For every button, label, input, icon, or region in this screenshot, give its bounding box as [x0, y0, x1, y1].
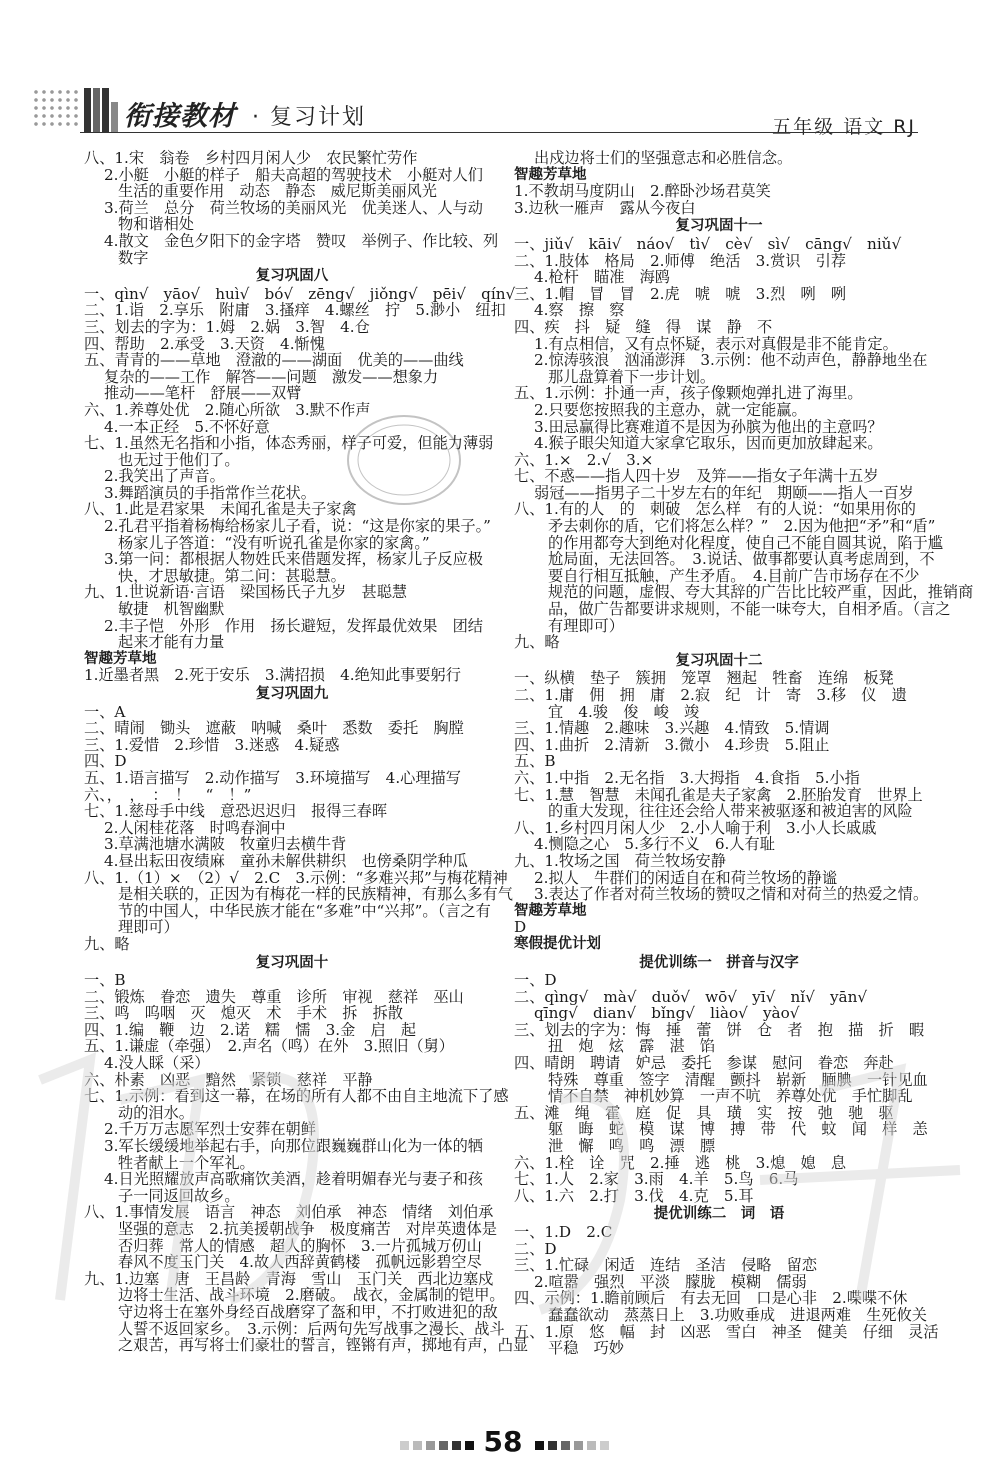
answer-line: 三、1.忙碌 闲适 连结 圣洁 侵略 留恋	[514, 1256, 818, 1275]
answer-line: 4.日光照耀放声高歌痛饮美酒，趁着明媚春光与妻子和孩	[104, 1170, 483, 1189]
answer-line: 有理即可）	[548, 616, 624, 635]
answer-line: 数字	[118, 248, 149, 267]
answer-line: 三、1.情趣 2.趣味 3.兴趣 4.情致 5.情调	[514, 719, 830, 738]
answer-line: 边将士生活、战斗环境 2.磨破。 战衣，金属制的铠甲。	[118, 1286, 505, 1305]
footer-square-icon	[587, 1441, 596, 1450]
footer-square-icon	[535, 1441, 544, 1450]
answer-line: 二、晴闹 锄头 遮蔽 呐喊 桑叶 悉数 委托 胸膛	[84, 719, 464, 738]
answer-line: 七、1.示例：看到这一幕，在场的所有人都不由自主地流下了感	[84, 1087, 509, 1106]
grade-subject-label: 五年级 语文 RJ	[772, 116, 916, 138]
answer-line: 动的泪水。	[118, 1103, 194, 1122]
answer-line: 特殊 尊重 签字 清醒 颤抖 崭新 腼腆 一针见血	[548, 1070, 928, 1089]
answer-line: 起来才能有力量	[118, 633, 225, 652]
brand-logo-icon	[84, 86, 118, 132]
answer-line: 4.没人睬（采）	[104, 1054, 210, 1073]
answer-line: 五、滩 绳 霍 庭 促 具 璜 实 按 弛 驰 驱	[514, 1103, 894, 1122]
answer-line: 四、D	[84, 752, 127, 771]
answer-line: 4.昼出耘田夜绩麻 童孙未解供耕织 也傍桑阴学种瓜	[104, 851, 468, 870]
answer-line: 复杂的——工作 解答——问题 激发——想象力	[104, 367, 439, 386]
answer-line: 2.人闲桂花落 时鸣春涧中	[104, 818, 286, 837]
answer-line: 生活的重要作用 动态 静态 威尼斯美丽风光	[118, 182, 437, 201]
answer-line: 1.有点相信，又有点怀疑，表示对真假是非不能肯定。	[534, 334, 898, 353]
answer-line: 二、1.肢体 格局 2.师傅 绝活 3.赏识 引荐	[514, 251, 847, 270]
footer-square-icon	[413, 1441, 422, 1450]
answer-line: 的重大发现，往往还会给人带来被驱逐和被迫害的风险	[548, 802, 913, 821]
answer-line: 九、1.世说新语·言语 梁国杨氏子九岁 甚聪慧	[84, 583, 408, 602]
answer-line: qīng√ dian√ bǐng√ liào√ yào√	[534, 1004, 800, 1023]
answer-line: 3.草满池塘水满陂 牧童归去横牛背	[104, 835, 347, 854]
footer-square-icon	[426, 1441, 435, 1450]
answer-line: 推动——笔杆 舒展——双臂	[104, 384, 302, 403]
answer-line: 七、不惑——指人四十岁 及笄——指女子年满十五岁	[514, 467, 879, 486]
footer-square-icon	[452, 1441, 461, 1450]
answer-line: 五、1.谦虚（牵强） 2.声名（鸣）在外 3.照旧（舅）	[84, 1037, 454, 1056]
answer-line: 敏捷 机智幽默	[118, 600, 225, 619]
brand-subtitle: · 复习计划	[252, 105, 366, 130]
answer-line: 一、B	[84, 971, 126, 990]
footer-square-icon	[548, 1441, 557, 1450]
answer-line: 二、qìng√ mà√ duǒ√ wō√ yī√ nǐ√ yān√	[514, 987, 868, 1006]
answer-line: 4.察 擦 察	[534, 301, 625, 320]
answer-line: 3.舞蹈演员的手指常作兰花状。	[104, 483, 316, 502]
answer-line: 四、1.曲折 2.清新 3.微小 4.珍贵 5.阻止	[514, 735, 830, 754]
answer-line: 八、1.（1）× （2）√ 2.C 3.示例：“多难兴邦”与梅花精神	[84, 868, 508, 887]
answer-line: 二、锻炼 眷恋 遗失 尊重 诊所 审视 慈祥 巫山	[84, 987, 464, 1006]
answer-line: 泄 懈 鸣 鸣 漂 膘	[548, 1137, 716, 1156]
answer-line: 2.丰子恺 外形 作用 扬长避短，发挥最优效果 团结	[104, 616, 483, 635]
answer-line: 八、1.宋 翁卷 乡村四月闲人少 农民繁忙劳作	[84, 149, 418, 167]
header-rule	[80, 132, 918, 133]
answer-line: D	[514, 918, 527, 937]
answer-line: 一、纵横 垫子 簇拥 笼罩 翘起 牲畜 连绵 板凳	[514, 669, 894, 688]
section-heading: 复习巩固十二	[675, 652, 763, 669]
answer-line: 2.千万万志愿军烈士安葬在朝鲜	[104, 1120, 316, 1139]
answer-line: 守边将士在塞外身经百战磨穿了盔和甲，不打败进犯的敌	[118, 1302, 498, 1321]
answer-line: 是相关联的，正因为有梅花一样的民族精神，有那么多有气	[118, 885, 513, 904]
answer-line: 牲者献上一个军礼。	[118, 1153, 255, 1172]
answer-line: 五、1.示例：扑通一声，孩子像颗炮弹扎进了海里。	[514, 384, 863, 403]
answer-line: 4.散文 金色夕阳下的金字塔 赞叹 举例子、作比较、列	[104, 231, 499, 250]
answer-line: 2.我笑出了声音。	[104, 467, 225, 486]
answer-line: 蠢蠢欲动 蒸蒸日上 3.功败垂成 进退两难 生死攸关	[548, 1305, 927, 1324]
answer-line: 物和谐相处	[118, 215, 194, 234]
section-heading: 智趣芳草地	[514, 166, 587, 183]
answer-line: 九、略	[84, 934, 130, 953]
answer-line: 九、1.牧场之国 荷兰牧场安静	[514, 851, 726, 870]
answer-line: 尬局面，无法回答。 3.说话、做事都要认真考虑周到，不	[548, 550, 935, 569]
section-heading: 复习巩固十	[255, 954, 329, 971]
answer-line: 七、1.虽然无名指和小指，体态秀丽，样子可爱，但能力薄弱	[84, 434, 494, 453]
answer-column-right	[514, 149, 974, 1358]
answer-line: 四、帮助 2.承受 3.天资 4.惭愧	[84, 334, 325, 353]
answer-line: 八、1.事情发展 语言 神态 刘伯承 神态 情绪 刘伯承	[84, 1203, 494, 1222]
answer-line: 春风不度玉门关 4.故人西辞黄鹤楼 孤帆远影碧空尽	[118, 1253, 482, 1272]
page-number: 58	[483, 1425, 523, 1458]
answer-line: 二、D	[514, 1239, 557, 1258]
answer-line: 九、1.边塞 唐 王昌龄 青海 雪山 玉门关 西北边塞戍	[84, 1269, 494, 1288]
answer-line: 四、疾 抖 疑 缝 得 谋 静 不	[514, 317, 773, 336]
answer-line: 三、1.帽 冒 冒 2.虎 唬 唬 3.烈 咧 咧	[514, 284, 847, 303]
answer-line: 宜 4.骏 俊 峻 竣	[548, 702, 700, 721]
answer-line: 坚强的意志 2.抗美援朝战争 极度痛苦 对岸英遗体是	[118, 1220, 497, 1238]
answer-column-left	[84, 149, 529, 1355]
answer-line: 平稳 巧妙	[548, 1339, 624, 1358]
answer-line: 矛去刺你的盾，它们将怎么样？” 2.因为他把“矛”和“盾”	[548, 517, 936, 536]
answer-line: 扭 炮 炫 霹 湛 馅	[548, 1037, 716, 1056]
answer-line: 八、1.此是君家果 未闻孔雀是夫子家禽	[84, 500, 357, 519]
answer-line: 九、略	[514, 633, 560, 652]
answer-line: 否归葬 常人的情感 超人的胸怀 3.一片孤城万仞山	[118, 1236, 482, 1255]
answer-line: 七、1.慈母手中线 意恐迟迟归 报得三春晖	[84, 802, 388, 821]
answer-line: 2.孔君平指着杨梅给杨家儿子看，说：“这是你家的果子。”	[104, 517, 491, 536]
answer-line: 2.喧嚣 强烈 平淡 朦胧 模糊 儒弱	[534, 1272, 807, 1291]
answer-line: 六、1.× 2.√ 3.×	[514, 450, 654, 469]
answer-line: 四、晴朗 聘请 妒忌 委托 参谋 慰问 眷恋 奔赴	[514, 1054, 894, 1073]
answer-line: 六、1.养尊处优 2.随心所欲 3.默不作声	[84, 400, 371, 419]
answer-line: 1.近墨者黑 2.死于安乐 3.满招损 4.绝知此事要躬行	[84, 666, 461, 685]
answer-line: 八、1.有的人 的 刺破 怎么样 有的人说：“如果用你的	[514, 500, 916, 519]
answer-line: 快，才思敏捷。第二问：甚聪慧。	[118, 566, 346, 585]
answer-line: 4.枪杆 瞄准 海鸥	[534, 268, 670, 287]
answer-line: 三、鸣 呜咽 灭 熄灭 术 手术 拆 拆散	[84, 1004, 403, 1023]
footer-square-icon	[439, 1441, 448, 1450]
answer-line: 理即可）	[118, 918, 179, 937]
footer-square-icon	[465, 1441, 474, 1450]
answer-line: 六、1.中指 2.无名指 3.大拇指 4.食指 5.小指	[514, 768, 860, 787]
footer-square-icon	[400, 1441, 409, 1450]
answer-line: 四、示例：1.瞻前顾后 有去无回 口是心非 2.喋喋不休	[514, 1289, 908, 1308]
footer-square-icon	[600, 1441, 609, 1450]
answer-line: 弱冠——指男子二十岁左右的年纪 期颐——指人一百岁	[534, 483, 914, 502]
answer-line: 要自行相互抵触，产生矛盾。 4.目前广告市场存在不少	[548, 566, 920, 585]
answer-line: 4.恻隐之心 5.多行不义 6.人有耻	[534, 835, 775, 854]
answer-line: 一、jiǔ√ kāi√ náo√ tì√ cè√ sì√ cāng√ niǔ√	[514, 234, 902, 253]
answer-line: 节的中国人，中华民族才能在“多难”中“兴邦”。（言之有	[118, 901, 491, 920]
answer-line: 一、1.D 2.C	[514, 1223, 613, 1241]
answer-line: 子一同返回故乡。	[118, 1186, 240, 1205]
answer-line: 五、1.原 悠 幅 封 凶恶 雪白 神圣 健美 仔细 灵活	[514, 1322, 939, 1341]
answer-line: 规范的问题，虚假、夸大其辞的广告比比较严重，因此，推销商	[548, 583, 974, 602]
footer-square-icon	[574, 1441, 583, 1450]
answer-line: 八、1.六 2.打 3.伐 4.克 5.耳	[514, 1186, 754, 1205]
answer-line: 也无过于他们了。	[118, 450, 240, 469]
answer-line: 1.不教胡马度阴山 2.醉卧沙场君莫笑	[514, 182, 771, 201]
section-heading: 提优训练一 拼音与汉字	[639, 954, 799, 971]
stamp-icon	[345, 412, 463, 508]
answer-line: 二、1.诣 2.享乐 附庸 3.搔痒 4.螺丝 拧 5.渺小 纽扣	[84, 301, 506, 320]
answer-line: 七、1.慧 智慧 未闻孔雀是夫子家禽 2.胚胎发育 世界上	[514, 785, 923, 804]
answer-line: 的作用都夸大到绝对化程度，使自己不能自圆其说，陷于尴	[548, 533, 943, 552]
answer-line: 情不自禁 神机妙算 一声不吭 养尊处优 手忙脚乱	[548, 1087, 913, 1106]
answer-line: 2.拟人 牛群们的闲适自在和荷兰牧场的静谧	[534, 868, 838, 887]
section-heading: 复习巩固八	[255, 268, 329, 285]
header-dot-pattern	[32, 88, 80, 128]
answer-line: 2.只要您按照我的主意办，就一定能赢。	[534, 400, 807, 419]
answer-line: 之艰苦，再写将士们豪壮的誓言，铿锵有声，掷地有声，凸显	[118, 1336, 529, 1355]
answer-line: 三、1.爱惜 2.珍惜 3.迷惑 4.疑惑	[84, 735, 340, 754]
answer-line: 3.军长缓缓地举起右手，向那位跟巍巍群山化为一体的牺	[104, 1137, 483, 1156]
answer-line: 八、1.乡村四月闲人少 2.小人喻于利 3.小人长戚戚	[514, 818, 877, 837]
answer-line: 2.小艇 小艇的样子 船夫高超的驾驶技术 小艇对人们	[104, 165, 483, 184]
answer-line: 六、朴素 凶恶 黯然 紧锁 慈祥 平静	[84, 1070, 373, 1089]
footer-square-icon	[561, 1441, 570, 1450]
answer-line: 三、划去的字为：1.姆 2.娲 3.智 4.仓	[84, 317, 370, 336]
answer-line: 2.惊涛骇浪 汹涌澎湃 3.示例：他不动声色，静静地坐在	[534, 351, 928, 370]
answer-line: 六、1.栓 诠 咒 2.捶 逃 桃 3.熄 媳 息	[514, 1153, 847, 1172]
answer-line: 出戍边将士们的坚强意志和必胜信念。	[534, 149, 793, 167]
answer-line: 品，做广告都要讲求规则，不能一味夸大，自相矛盾。（言之	[548, 600, 951, 619]
answer-line: 3.边秋一雁声 露从今夜白	[514, 198, 696, 217]
section-heading: 复习巩固十一	[675, 218, 763, 235]
answer-line: 4.一本正经 5.不怀好意	[104, 417, 270, 436]
answer-line: 人誓不返回家乡。 3.示例：后两句先写战事之漫长、战斗	[118, 1319, 505, 1338]
answer-line: 五、B	[514, 752, 556, 771]
section-heading: 智趣芳草地	[84, 650, 157, 667]
answer-line: 4.猴子眼尖知道大家拿它取乐，因而更加放肆起来。	[534, 434, 883, 453]
brand-title: 衔接教材	[124, 101, 236, 132]
answer-line: 五、青青的——草地 澄澈的——湖面 优美的——曲线	[84, 351, 464, 370]
section-heading: 提优训练二 词 语	[653, 1206, 785, 1223]
answer-line: 3.表达了作者对荷兰牧场的赞叹之情和对荷兰的热爱之情。	[534, 885, 929, 904]
answer-line: 一、qìn√ yāo√ huì√ bó√ zēng√ jiǒng√ pēi√ qín√	[84, 284, 516, 303]
answer-line: 一、A	[84, 702, 126, 721]
section-heading: 复习巩固九	[255, 686, 329, 702]
answer-line: 五、1.语言描写 2.动作描写 3.环境描写 4.心理描写	[84, 768, 461, 787]
answer-line: 三、划去的字为：悔 捶 蕾 饼 仓 者 抱 描 折 暇	[514, 1020, 925, 1039]
section-heading: 智趣芳草地	[514, 902, 587, 919]
answer-line: 六、， ， ： ！ “ ！”	[84, 785, 252, 804]
answer-line: 3.第一问：都根据人物姓氏来借题发挥，杨家儿子反应极	[104, 550, 483, 569]
section-heading: 寒假提优计划	[514, 935, 601, 952]
answer-line: 躯 晦 蛇 模 谋 博 搏 带 代 蚊 闻 样 恙	[548, 1120, 928, 1139]
answer-line: 一、D	[514, 971, 557, 990]
answer-line: 二、1.庸 佣 拥 庸 2.寂 纪 计 寄 3.移 仪 遗	[514, 686, 907, 704]
answer-line: 3.田忌赢得比赛难道不是因为孙膑为他出的主意吗？	[534, 417, 883, 436]
answer-line: 杨家儿子答道：“没有听说孔雀是你家的家禽。”	[118, 533, 430, 552]
answer-line: 四、1.编 鞭 边 2.诺 糯 懦 3.金 启 起	[84, 1020, 417, 1039]
answer-line: 那儿盘算着下一步计划。	[548, 367, 716, 386]
answer-line: 3.荷兰 总分 荷兰牧场的美丽风光 优美迷人、人与动	[104, 198, 483, 217]
answer-line: 七、1.人 2.家 3.雨 4.羊 5.鸟 6.马	[514, 1170, 799, 1189]
